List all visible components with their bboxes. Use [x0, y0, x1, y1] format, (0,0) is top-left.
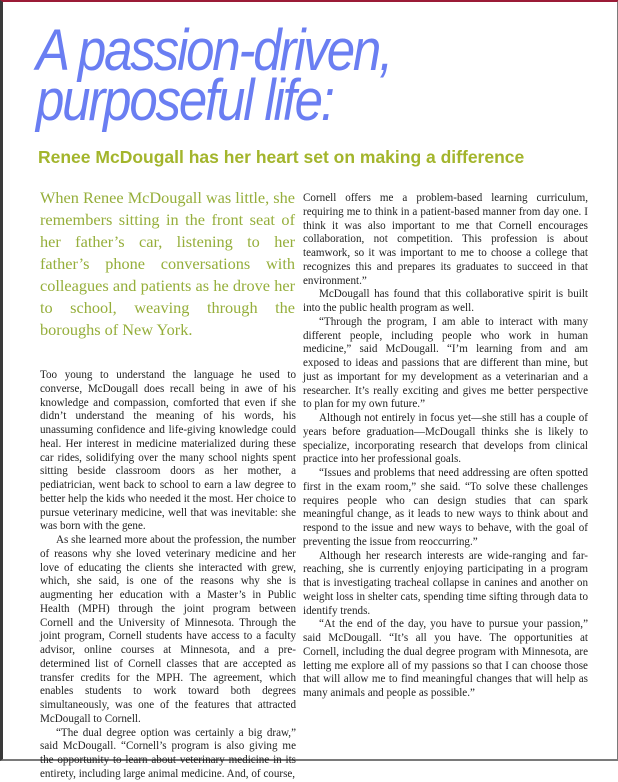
body-paragraph: Although not entirely in focus yet—she still has a couple of years before graduation—McDougall thinks she is likely to specialize, incorporating research that develops from clinical practice into her professional goals.: [303, 412, 588, 466]
body-paragraph: As she learned more about the profession, the number of reasons why she loved veterinary medicine and her love of educating the clients she interacted with grew, which, she said, is one of the reasons why she is augmenting her education with a Master’s in Public Health (MPH) through the joint program between Cornell and the University of Minnesota. Through the joint program, Cornell students have access to a faculty advisor, online courses at Minnesota, and a pre-determined list of Cornell classes that are accepted as transfer credits for the MPH. The agreement, which enables students to work toward both degrees simultaneously, was one of the features that attracted McDougall to Cornell.: [40, 534, 296, 725]
body-paragraph: “At the end of the day, you have to pursue your passion,” said McDougall. “It’s all you have. The opportunities at Cornell, including the dual degree program with Minnesota, are letting me explore all of my passions so that I can choose those that will allow me to find meaningful changes that will help as many animals and people as possible.”: [303, 618, 588, 699]
body-paragraph: Although her research interests are wide-ranging and far-reaching, she is currently enjoying participating in a program that is investigating tracheal collapse in canines and another on weight loss in shelter cats, spending time sifting through data to identify trends.: [303, 549, 588, 617]
body-paragraph: “Through the program, I am able to interact with many different people, including people who work in human medicine,” said McDougall. “I’m learning from and am exposed to ideas and passions that are different than mine, but just as important for my development as a veterinarian and a researcher. It’s really exciting and gives me better perspective to plan for my own future.”: [303, 315, 588, 411]
body-paragraph: Too young to understand the language he used to converse, McDougall does recall being in awe of his knowledge and compassion, comforted that even if she didn’t understand the meaning of his words, his unassuming confidence and life-giving knowledge could heal. Her interest in medicine materialized during these car rides, solidifying over the many school nights spent sitting beside classroom doors as her mother, a pediatrician, went back to school to earn a law degree to better help the kids who needed it the most. Her choice to pursue veterinary medicine, well that was inevitable: she was born with the gene.: [40, 369, 296, 533]
body-paragraph: Cornell offers me a problem-based learning curriculum, requiring me to think in a patient-based manner from day one. I think it was also important to me that Cornell encourages collaboration, not competition. This profession is about teamwork, so it was important to me to choose a college that recognizes this and prepares its graduates to succeed in that environment.”: [303, 192, 588, 287]
body-paragraph: “Issues and problems that need addressing are often spotted first in the exam room,” she said. “To solve these challenges requires people who can design studies that can spark meaningful change, as it leads to new ways to think about and respond to the issue and new ways to behave, with the goal of preventing the issue from reoccurring.”: [303, 467, 588, 548]
body-paragraph: “The dual degree option was certainly a big draw,” said McDougall. “Cornell’s program is also giving me the opportunity to learn about veterinary medicine in its entirety, including large animal medicine. And, of course,: [40, 726, 296, 780]
right-column: [303, 192, 588, 701]
lead-paragraph: When Renee McDougall was little, she remembers sitting in the front seat of her father’s car, listening to her father’s phone conversations with colleagues and patients as he drove her to school, weaving through the boroughs of New York.: [40, 188, 295, 339]
left-column: [40, 369, 296, 782]
article-title: A passion-driven, purposeful life:: [36, 18, 392, 133]
article-subtitle: Renee McDougall has her heart set on making a difference: [38, 147, 525, 167]
body-paragraph: McDougall has found that this collaborative spirit is built into the public health program as well.: [303, 288, 588, 314]
